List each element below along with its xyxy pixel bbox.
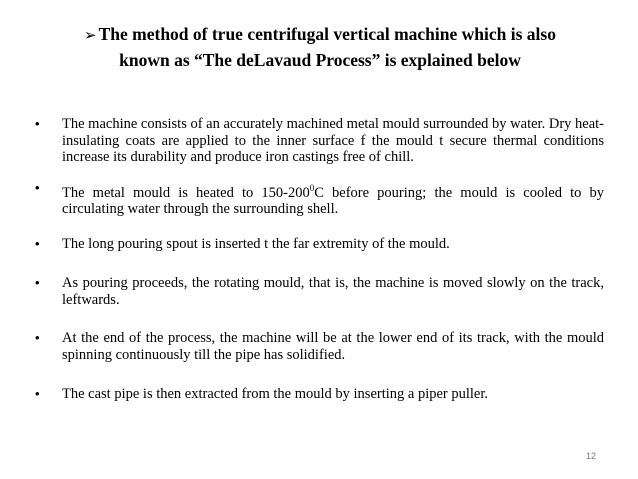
bullet-dot-icon: • bbox=[35, 236, 40, 251]
bullet-text: At the end of the process, the machine will be at the lower end of its track, with the mould spinning continuously till the pipe has solidified. bbox=[62, 330, 604, 363]
slide-title-line-1 bbox=[40, 22, 600, 48]
bullet-dot-icon: • bbox=[35, 330, 40, 345]
bullet-dot-icon: • bbox=[35, 275, 40, 290]
slide-title-line-2: known as “The deLavaud Process” is explained below bbox=[119, 50, 521, 70]
bullet-text: The cast pipe is then extracted from the mould by inserting a piper puller. bbox=[62, 386, 489, 402]
bullet-text: As pouring proceeds, the rotating mould, that is, the machine is moved slowly on the track, leftwards. bbox=[62, 275, 604, 308]
bullet-dot-icon: • bbox=[35, 180, 40, 195]
page-number: 12 bbox=[586, 451, 597, 461]
bullet-dot-icon: • bbox=[35, 116, 40, 131]
bullet-text bbox=[62, 180, 604, 218]
bullet-text: The machine consists of an accurately machined metal mould surrounded by water. Dry heat-insulating coats are applied to the inner surface f the mould t secure thermal conditions increase its durability and produce iron castings free of chill. bbox=[62, 116, 604, 165]
slide-title-text-1: The method of true centrifugal vertical machine which is also bbox=[98, 24, 556, 44]
arrow-bullet-icon: ➢ bbox=[84, 26, 97, 44]
bullet-text: The long pouring spout is inserted t the far extremity of the mould. bbox=[62, 236, 450, 252]
bullet-dot-icon: • bbox=[35, 386, 40, 401]
bullet-text-part: C before pouring; the mould is cooled to by circulating water through the surrounding shell. bbox=[62, 184, 604, 218]
slide-title bbox=[40, 22, 600, 73]
degree-superscript: 0 bbox=[309, 183, 315, 193]
bullet-text-part: The metal mould is heated to 150-200 bbox=[62, 184, 310, 201]
